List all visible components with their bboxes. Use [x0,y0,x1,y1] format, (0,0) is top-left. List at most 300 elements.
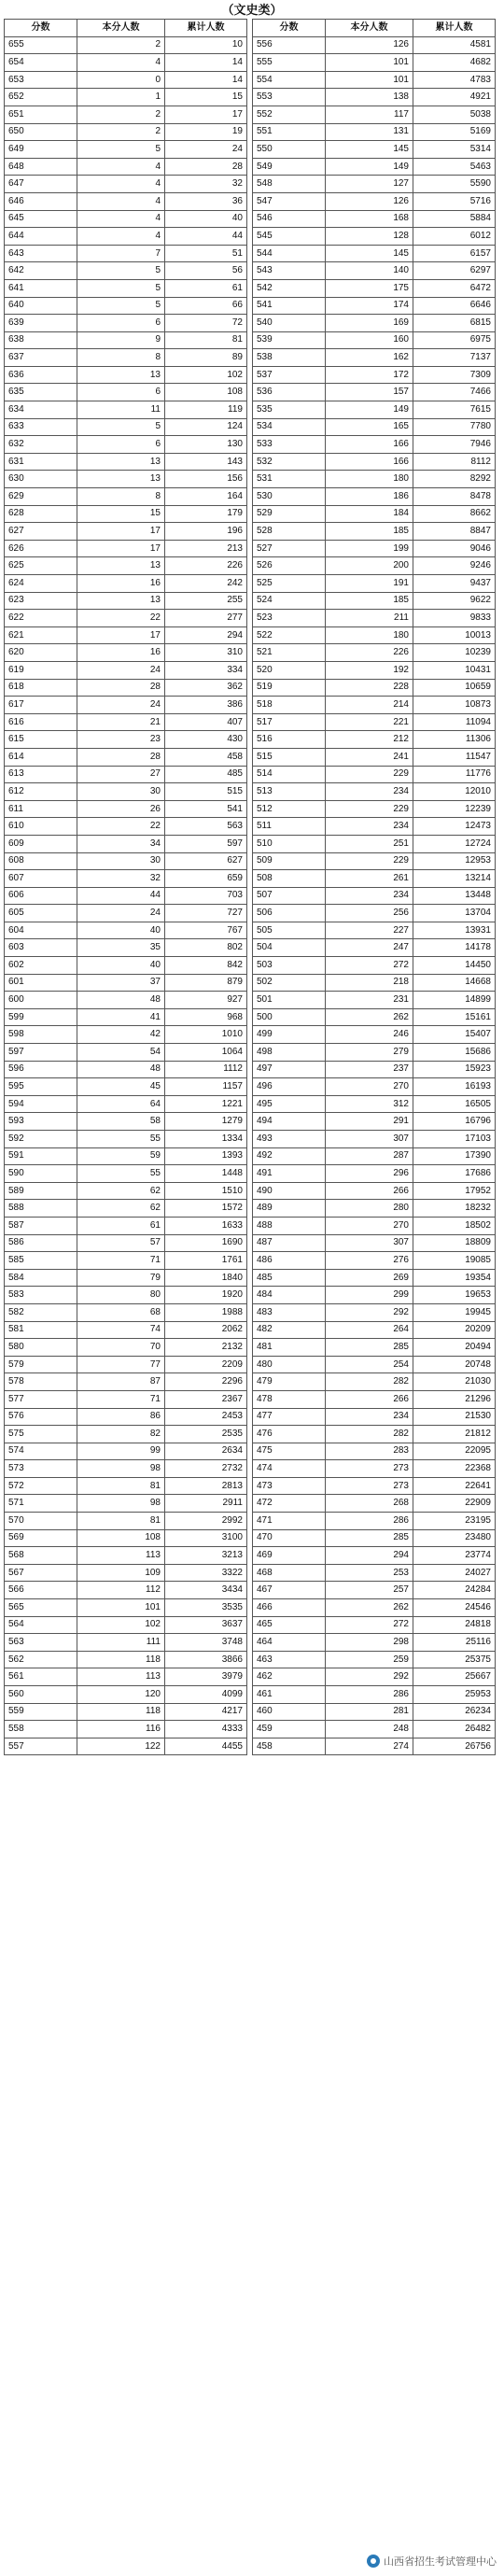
cell-score: 585 [5,1252,77,1270]
cell-score: 529 [253,505,326,523]
cell-cumulative: 1393 [165,1147,247,1165]
cell-count: 185 [326,592,413,610]
table-row [253,228,496,246]
cell-cumulative: 9622 [413,592,496,610]
cell-count: 118 [77,1651,165,1668]
cell-cumulative: 12953 [413,852,496,870]
cell-score: 580 [5,1339,77,1357]
cell-count: 184 [326,505,413,523]
cell-cumulative: 4921 [413,89,496,106]
table-row [253,1078,496,1096]
cell-score: 637 [5,349,77,367]
table-row [253,488,496,506]
cell-score: 618 [5,679,77,697]
cell-cumulative: 21812 [413,1426,496,1443]
table-row [5,1252,247,1270]
cell-cumulative: 179 [165,505,247,523]
cell-count: 24 [77,661,165,679]
table-header-row [5,20,247,37]
cell-cumulative: 9437 [413,575,496,593]
cell-count: 37 [77,974,165,992]
cell-score: 458 [253,1738,326,1755]
table-row [253,279,496,297]
table-row [253,384,496,401]
table-row [253,1426,496,1443]
cell-score: 481 [253,1339,326,1357]
cell-score: 650 [5,123,77,141]
cell-count: 237 [326,1061,413,1078]
cell-cumulative: 11547 [413,748,496,766]
cell-count: 214 [326,697,413,714]
table-row [5,349,247,367]
cell-cumulative: 3637 [165,1616,247,1634]
cell-cumulative: 2296 [165,1373,247,1391]
table-row [253,766,496,783]
table-row [5,905,247,922]
cell-count: 285 [326,1339,413,1357]
cell-count: 273 [326,1460,413,1478]
cell-score: 467 [253,1582,326,1599]
cell-cumulative: 8112 [413,453,496,471]
cell-cumulative: 66 [165,297,247,315]
table-row [5,1582,247,1599]
table-row [253,315,496,332]
table-row [5,783,247,801]
table-row [5,505,247,523]
cell-score: 526 [253,557,326,575]
cell-count: 102 [77,1616,165,1634]
cell-count: 180 [326,626,413,644]
table-row [253,1390,496,1408]
cell-count: 221 [326,713,413,731]
cell-score: 613 [5,766,77,783]
cell-count: 27 [77,766,165,783]
cell-score: 484 [253,1287,326,1304]
table-row [5,488,247,506]
cell-cumulative: 1761 [165,1252,247,1270]
cell-score: 546 [253,210,326,228]
cell-count: 272 [326,957,413,975]
cell-cumulative: 18232 [413,1200,496,1218]
watermark [367,2554,497,2569]
cell-count: 6 [77,315,165,332]
cell-count: 5 [77,279,165,297]
cell-cumulative: 277 [165,610,247,627]
table-row [253,731,496,749]
table-row [253,818,496,836]
cell-cumulative: 56 [165,262,247,280]
cell-cumulative: 10013 [413,626,496,644]
cell-score: 641 [5,279,77,297]
cell-score: 528 [253,523,326,541]
cell-count: 229 [326,852,413,870]
cell-count: 13 [77,592,165,610]
table-row [5,1513,247,1530]
table-row [5,54,247,72]
cell-score: 577 [5,1390,77,1408]
cell-count: 82 [77,1426,165,1443]
cell-cumulative: 11094 [413,713,496,731]
cell-score: 521 [253,644,326,662]
cell-score: 600 [5,992,77,1009]
cell-cumulative: 1920 [165,1287,247,1304]
table-row [253,626,496,644]
table-row [5,1165,247,1183]
cell-count: 166 [326,436,413,454]
cell-cumulative: 9046 [413,540,496,557]
cell-count: 2 [77,36,165,54]
cell-score: 486 [253,1252,326,1270]
table-row [5,1061,247,1078]
cell-score: 551 [253,123,326,141]
table-row [253,106,496,123]
table-row [5,123,247,141]
cell-cumulative: 130 [165,436,247,454]
cell-score: 621 [5,626,77,644]
table-row [253,54,496,72]
table-row [253,1200,496,1218]
cell-count: 34 [77,835,165,852]
cell-count: 79 [77,1269,165,1287]
table-row [253,1703,496,1721]
cell-score: 471 [253,1513,326,1530]
cell-count: 5 [77,297,165,315]
table-row [5,1616,247,1634]
table-row [253,1217,496,1234]
cell-count: 112 [77,1582,165,1599]
table-row [253,1651,496,1668]
table-row [5,661,247,679]
cell-cumulative: 310 [165,644,247,662]
table-row [5,1460,247,1478]
table-row [5,610,247,627]
cell-score: 635 [5,384,77,401]
cell-score: 615 [5,731,77,749]
cell-count: 41 [77,1008,165,1026]
cell-score: 594 [5,1095,77,1113]
cell-cumulative: 19085 [413,1252,496,1270]
cell-cumulative: 14 [165,54,247,72]
table-row [5,471,247,488]
cell-cumulative: 16796 [413,1113,496,1131]
table-row [253,1443,496,1460]
cell-score: 543 [253,262,326,280]
cell-count: 13 [77,557,165,575]
table-row [5,315,247,332]
cell-count: 4 [77,192,165,210]
table-row [5,939,247,957]
cell-count: 276 [326,1252,413,1270]
cell-cumulative: 485 [165,766,247,783]
cell-count: 111 [77,1634,165,1652]
cell-cumulative: 10239 [413,644,496,662]
cell-score: 540 [253,315,326,332]
cell-count: 113 [77,1668,165,1686]
cell-count: 228 [326,679,413,697]
cell-score: 568 [5,1547,77,1565]
table-row [253,89,496,106]
table-row [5,1078,247,1096]
cell-count: 268 [326,1495,413,1513]
table-row [5,1477,247,1495]
cell-cumulative: 1279 [165,1113,247,1131]
cell-cumulative: 25667 [413,1668,496,1686]
cell-score: 630 [5,471,77,488]
table-row [5,1564,247,1582]
cell-cumulative: 2634 [165,1443,247,1460]
cell-cumulative: 7780 [413,418,496,436]
cell-cumulative: 18809 [413,1234,496,1252]
cell-cumulative: 9246 [413,557,496,575]
cell-score: 534 [253,418,326,436]
cell-score: 583 [5,1287,77,1304]
table-row [253,245,496,262]
cell-cumulative: 407 [165,713,247,731]
table-row [5,1339,247,1357]
cell-count: 81 [77,1513,165,1530]
table-row [5,575,247,593]
cell-count: 269 [326,1269,413,1287]
cell-score: 506 [253,905,326,922]
table-row [5,141,247,159]
cell-score: 601 [5,974,77,992]
table-row [5,766,247,783]
table-row [253,905,496,922]
cell-score: 586 [5,1234,77,1252]
cell-cumulative: 3100 [165,1529,247,1547]
cell-count: 165 [326,418,413,436]
table-row [253,366,496,384]
cell-score: 505 [253,922,326,939]
cell-score: 553 [253,89,326,106]
cell-count: 0 [77,71,165,89]
cell-count: 9 [77,331,165,349]
cell-cumulative: 968 [165,1008,247,1026]
cell-count: 61 [77,1217,165,1234]
cell-score: 592 [5,1131,77,1148]
table-row [253,1131,496,1148]
table-row [253,1095,496,1113]
cell-count: 174 [326,297,413,315]
table-row [253,331,496,349]
cell-score: 541 [253,297,326,315]
cell-cumulative: 10431 [413,661,496,679]
cell-score: 550 [253,141,326,159]
cell-cumulative: 226 [165,557,247,575]
watermark-text: 山西省招生考试管理中心 [384,2556,497,2568]
table-row [5,1703,247,1721]
cell-count: 279 [326,1044,413,1062]
cell-count: 126 [326,36,413,54]
table-row [253,1321,496,1339]
cell-count: 191 [326,575,413,593]
cell-count: 122 [77,1738,165,1755]
table-row [5,887,247,905]
table-row [253,401,496,419]
cell-count: 270 [326,1078,413,1096]
cell-cumulative: 13214 [413,870,496,888]
cell-count: 23 [77,731,165,749]
cell-cumulative: 3434 [165,1582,247,1599]
cell-cumulative: 12473 [413,818,496,836]
cell-count: 226 [326,644,413,662]
table-row [253,540,496,557]
cell-score: 582 [5,1303,77,1321]
cell-cumulative: 32 [165,176,247,193]
cell-count: 199 [326,540,413,557]
cell-cumulative: 17952 [413,1182,496,1200]
cell-cumulative: 4455 [165,1738,247,1755]
cell-count: 99 [77,1443,165,1460]
cell-count: 98 [77,1460,165,1478]
cell-score: 628 [5,505,77,523]
cell-score: 470 [253,1529,326,1547]
cell-score: 464 [253,1634,326,1652]
cell-score: 480 [253,1356,326,1373]
cell-count: 286 [326,1686,413,1704]
cell-cumulative: 1334 [165,1131,247,1148]
table-row [5,974,247,992]
table-row [253,1303,496,1321]
cell-count: 117 [326,106,413,123]
cell-count: 40 [77,957,165,975]
cell-cumulative: 17 [165,106,247,123]
cell-score: 487 [253,1234,326,1252]
cell-cumulative: 8292 [413,471,496,488]
cell-score: 524 [253,592,326,610]
cell-cumulative: 727 [165,905,247,922]
cell-count: 42 [77,1026,165,1044]
table-row [253,748,496,766]
cell-cumulative: 124 [165,418,247,436]
cell-score: 535 [253,401,326,419]
cell-score: 513 [253,783,326,801]
cell-score: 559 [5,1703,77,1721]
table-row [253,1373,496,1391]
cell-count: 253 [326,1564,413,1582]
cell-cumulative: 8478 [413,488,496,506]
table-row [253,1026,496,1044]
cell-cumulative: 6297 [413,262,496,280]
cell-cumulative: 24027 [413,1564,496,1582]
table-row [253,1721,496,1738]
cell-count: 227 [326,922,413,939]
table-row [5,1356,247,1373]
table-row [253,297,496,315]
cell-cumulative: 3535 [165,1599,247,1617]
header-cumulative: 累计人数 [165,20,247,37]
cell-score: 653 [5,71,77,89]
cell-cumulative: 879 [165,974,247,992]
cell-count: 101 [326,54,413,72]
cell-count: 211 [326,610,413,627]
table-row [5,852,247,870]
cell-score: 642 [5,262,77,280]
cell-count: 15 [77,505,165,523]
cell-cumulative: 17390 [413,1147,496,1165]
table-row [253,210,496,228]
cell-score: 632 [5,436,77,454]
cell-score: 549 [253,158,326,176]
cell-count: 58 [77,1113,165,1131]
cell-count: 229 [326,766,413,783]
cell-score: 523 [253,610,326,627]
cell-count: 287 [326,1147,413,1165]
cell-cumulative: 659 [165,870,247,888]
cell-count: 26 [77,800,165,818]
table-row [253,939,496,957]
cell-score: 482 [253,1321,326,1339]
cell-score: 476 [253,1426,326,1443]
cell-count: 4 [77,54,165,72]
table-row [5,644,247,662]
cell-cumulative: 563 [165,818,247,836]
cell-count: 234 [326,783,413,801]
cell-count: 266 [326,1390,413,1408]
cell-count: 16 [77,644,165,662]
cell-score: 579 [5,1356,77,1373]
cell-score: 562 [5,1651,77,1668]
table-row [5,1721,247,1738]
cell-cumulative: 6472 [413,279,496,297]
table-row [253,1252,496,1270]
cell-count: 285 [326,1529,413,1547]
cell-score: 514 [253,766,326,783]
cell-cumulative: 108 [165,384,247,401]
cell-count: 5 [77,262,165,280]
cell-cumulative: 3322 [165,1564,247,1582]
cell-count: 251 [326,835,413,852]
table-row [253,661,496,679]
cell-cumulative: 15161 [413,1008,496,1026]
table-row [253,800,496,818]
cell-score: 502 [253,974,326,992]
cell-score: 473 [253,1477,326,1495]
table-row [253,1634,496,1652]
cell-cumulative: 13448 [413,887,496,905]
table-row [253,974,496,992]
table-row [253,1269,496,1287]
cell-cumulative: 4217 [165,1703,247,1721]
cell-count: 312 [326,1095,413,1113]
score-table-right [252,19,496,1755]
cell-count: 6 [77,384,165,401]
cell-cumulative: 12724 [413,835,496,852]
cell-count: 262 [326,1599,413,1617]
table-row [5,957,247,975]
cell-cumulative: 255 [165,592,247,610]
cell-cumulative: 25375 [413,1651,496,1668]
cell-score: 465 [253,1616,326,1634]
cell-score: 578 [5,1373,77,1391]
cell-score: 560 [5,1686,77,1704]
cell-score: 532 [253,453,326,471]
cell-cumulative: 19354 [413,1269,496,1287]
table-row [5,1044,247,1062]
cell-cumulative: 1988 [165,1303,247,1321]
cell-count: 292 [326,1668,413,1686]
cell-count: 13 [77,366,165,384]
cell-cumulative: 7946 [413,436,496,454]
cell-score: 463 [253,1651,326,1668]
cell-cumulative: 25953 [413,1686,496,1704]
cell-count: 247 [326,939,413,957]
cell-count: 145 [326,141,413,159]
cell-score: 495 [253,1095,326,1113]
table-row [5,401,247,419]
cell-score: 504 [253,939,326,957]
cell-count: 264 [326,1321,413,1339]
